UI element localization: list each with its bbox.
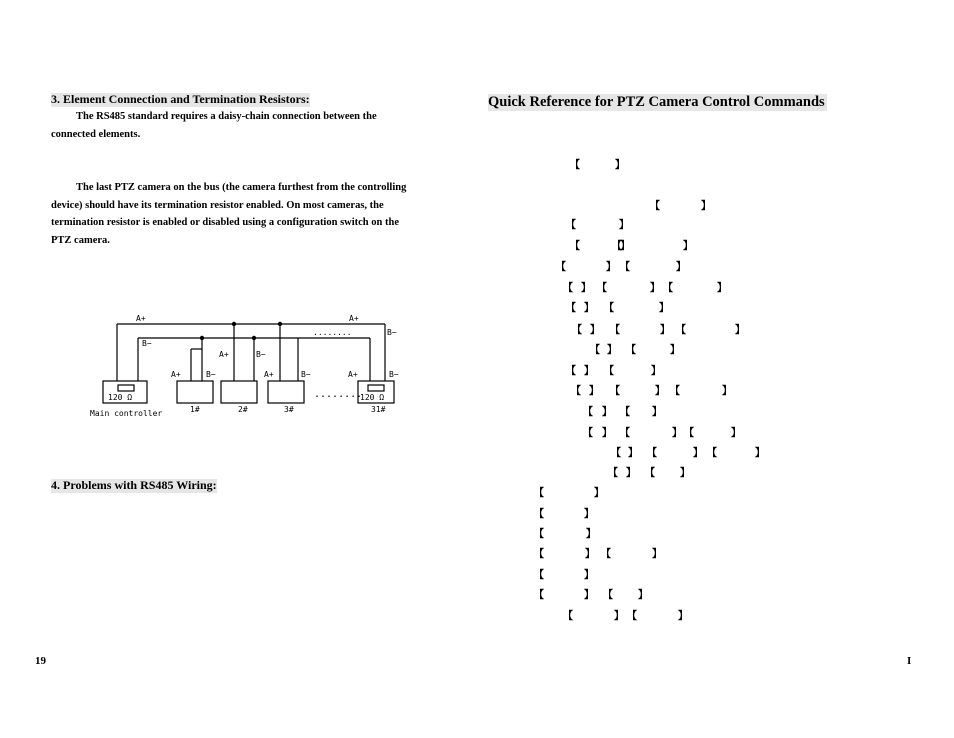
device-continuation-dots: ........ — [314, 389, 363, 400]
bracket-open: 【 — [610, 325, 620, 336]
bracket-close: 】 — [717, 283, 727, 294]
bracket-open: 【 — [597, 283, 607, 294]
bracket-open: 【 — [583, 407, 593, 418]
bracket-close: 】 — [660, 325, 670, 336]
bracket-close: 】 — [594, 488, 604, 499]
label-b-minus: B− — [142, 339, 152, 348]
bracket-close: 】 — [626, 468, 636, 479]
text-line: termination resistor is enabled or disabled using a configuration switch on the — [51, 217, 399, 228]
bracket-open: 【 — [583, 428, 593, 439]
bracket-close: 】 — [602, 428, 612, 439]
bracket-close: 】 — [670, 345, 680, 356]
bracket-open: 【 — [650, 201, 660, 212]
bracket-close: 】 — [650, 283, 660, 294]
bracket-open: 【 — [563, 283, 573, 294]
paragraph-termination-resistor — [51, 179, 406, 249]
bracket-open: 【 — [647, 448, 657, 459]
bracket-close: 】 — [722, 386, 732, 397]
label-a-plus: A+ — [219, 350, 229, 359]
bracket-open: 【 — [534, 509, 544, 520]
paragraph-daisy-chain — [51, 108, 377, 143]
bracket-close: 】 — [680, 468, 690, 479]
main-controller-label: Main controller — [90, 409, 163, 418]
bracket-close: 】 — [672, 428, 682, 439]
camera-label-2: 2# — [238, 405, 248, 414]
bracket-open: 【 — [563, 611, 573, 622]
bracket-open: 【 — [611, 448, 621, 459]
bracket-open: 【 — [601, 549, 611, 560]
label-a-plus: A+ — [348, 370, 358, 379]
text-line: PTZ camera. — [51, 234, 110, 246]
bracket-close: 】 — [652, 407, 662, 418]
resistor-label: 120 Ω — [108, 393, 133, 402]
text-line: connected elements. — [51, 128, 141, 140]
label-a-plus: A+ — [136, 314, 146, 323]
text-line: device) should have its termination resistor enabled. On most cameras, the — [51, 199, 384, 211]
bracket-open: 【 — [645, 468, 655, 479]
section-heading-element-connection: 3. Element Connection and Termination Resistors: — [51, 92, 310, 106]
bracket-close: 】 — [655, 386, 665, 397]
bracket-open: 【 — [566, 303, 576, 314]
bracket-open: 【 — [627, 611, 637, 622]
bracket-close: 】 — [735, 325, 745, 336]
bracket-open: 【 — [556, 262, 566, 273]
bracket-open: 【 — [570, 160, 580, 171]
label-a-plus: A+ — [171, 370, 181, 379]
resistor-label: 120 Ω — [360, 393, 385, 402]
bracket-close: 】 — [585, 549, 595, 560]
bracket-close: 】 — [584, 509, 594, 520]
bracket-close: 】 — [701, 201, 711, 212]
label-b-minus: B− — [387, 328, 397, 337]
bracket-open: 【 — [571, 386, 581, 397]
bracket-open: 【 — [612, 241, 622, 252]
bracket-open: 【 — [566, 220, 576, 231]
label-b-minus: B− — [389, 370, 399, 379]
bracket-close: 】 — [602, 407, 612, 418]
bracket-open: 【 — [608, 468, 618, 479]
bracket-close: 】 — [676, 262, 686, 273]
bracket-close: 】 — [652, 549, 662, 560]
bus-continuation-dots: ........ — [313, 328, 352, 337]
camera-label-31: 31# — [371, 405, 386, 414]
bracket-close: 】 — [659, 303, 669, 314]
bracket-close: 】 — [584, 590, 594, 601]
label-a-plus: A+ — [349, 314, 359, 323]
text-line: The RS485 standard requires a daisy-chain connection between the — [76, 111, 377, 122]
bracket-close: 】 — [638, 590, 648, 601]
bracket-close: 】 — [651, 366, 661, 377]
bracket-close: 】 — [628, 448, 638, 459]
bracket-open: 【 — [566, 366, 576, 377]
bracket-close: 】 — [606, 262, 616, 273]
bracket-close: 】 — [581, 283, 591, 294]
bracket-open: 【 — [610, 386, 620, 397]
bracket-close: 】 — [615, 160, 625, 171]
quick-reference-heading: Quick Reference for PTZ Camera Control Commands — [488, 94, 825, 110]
bracket-open: 【 — [670, 386, 680, 397]
bracket-close: 】 — [614, 611, 624, 622]
bracket-close: 】 — [586, 529, 596, 540]
bracket-close: 】 — [755, 448, 765, 459]
bracket-open: 【 — [604, 366, 614, 377]
label-a-plus: A+ — [264, 370, 274, 379]
bracket-open: 【 — [663, 283, 673, 294]
bracket-close: 】 — [584, 570, 594, 581]
text-line: The last PTZ camera on the bus (the camera furthest from the controlling — [76, 182, 407, 193]
bracket-open: 【 — [604, 303, 614, 314]
camera-label-1: 1# — [190, 405, 200, 414]
rs485-wiring-diagram — [80, 305, 420, 425]
bracket-close: 】 — [589, 386, 599, 397]
label-b-minus: B− — [256, 350, 266, 359]
bracket-open: 【 — [570, 241, 580, 252]
page-number-right: I — [907, 655, 912, 667]
bracket-open: 【 — [534, 549, 544, 560]
bracket-close: 】 — [693, 448, 703, 459]
section-heading-rs485-problems: 4. Problems with RS485 Wiring: — [51, 478, 217, 492]
bracket-open: 【 — [534, 529, 544, 540]
bracket-close: 】 — [731, 428, 741, 439]
label-b-minus: B− — [206, 370, 216, 379]
bracket-close: 】 — [683, 241, 693, 252]
bracket-close: 】 — [620, 241, 630, 252]
bracket-close: 】 — [678, 611, 688, 622]
bracket-open: 【 — [684, 428, 694, 439]
bracket-open: 【 — [620, 407, 630, 418]
label-b-minus: B− — [301, 370, 311, 379]
bracket-open: 【 — [534, 590, 544, 601]
bracket-close: 】 — [619, 220, 629, 231]
bracket-open: 【 — [707, 448, 717, 459]
bracket-close: 】 — [590, 325, 600, 336]
bracket-close: 】 — [584, 366, 594, 377]
bracket-open: 【 — [676, 325, 686, 336]
bracket-close: 】 — [584, 303, 594, 314]
bracket-open: 【 — [603, 590, 613, 601]
bracket-close: 】 — [607, 345, 617, 356]
bracket-open: 【 — [626, 345, 636, 356]
camera-label-3: 3# — [284, 405, 294, 414]
bracket-open: 【 — [620, 428, 630, 439]
bracket-open: 【 — [534, 488, 544, 499]
bracket-open: 【 — [590, 345, 600, 356]
bracket-open: 【 — [620, 262, 630, 273]
bracket-open: 【 — [534, 570, 544, 581]
bracket-open: 【 — [572, 325, 582, 336]
page-number-left: 19 — [35, 655, 46, 667]
